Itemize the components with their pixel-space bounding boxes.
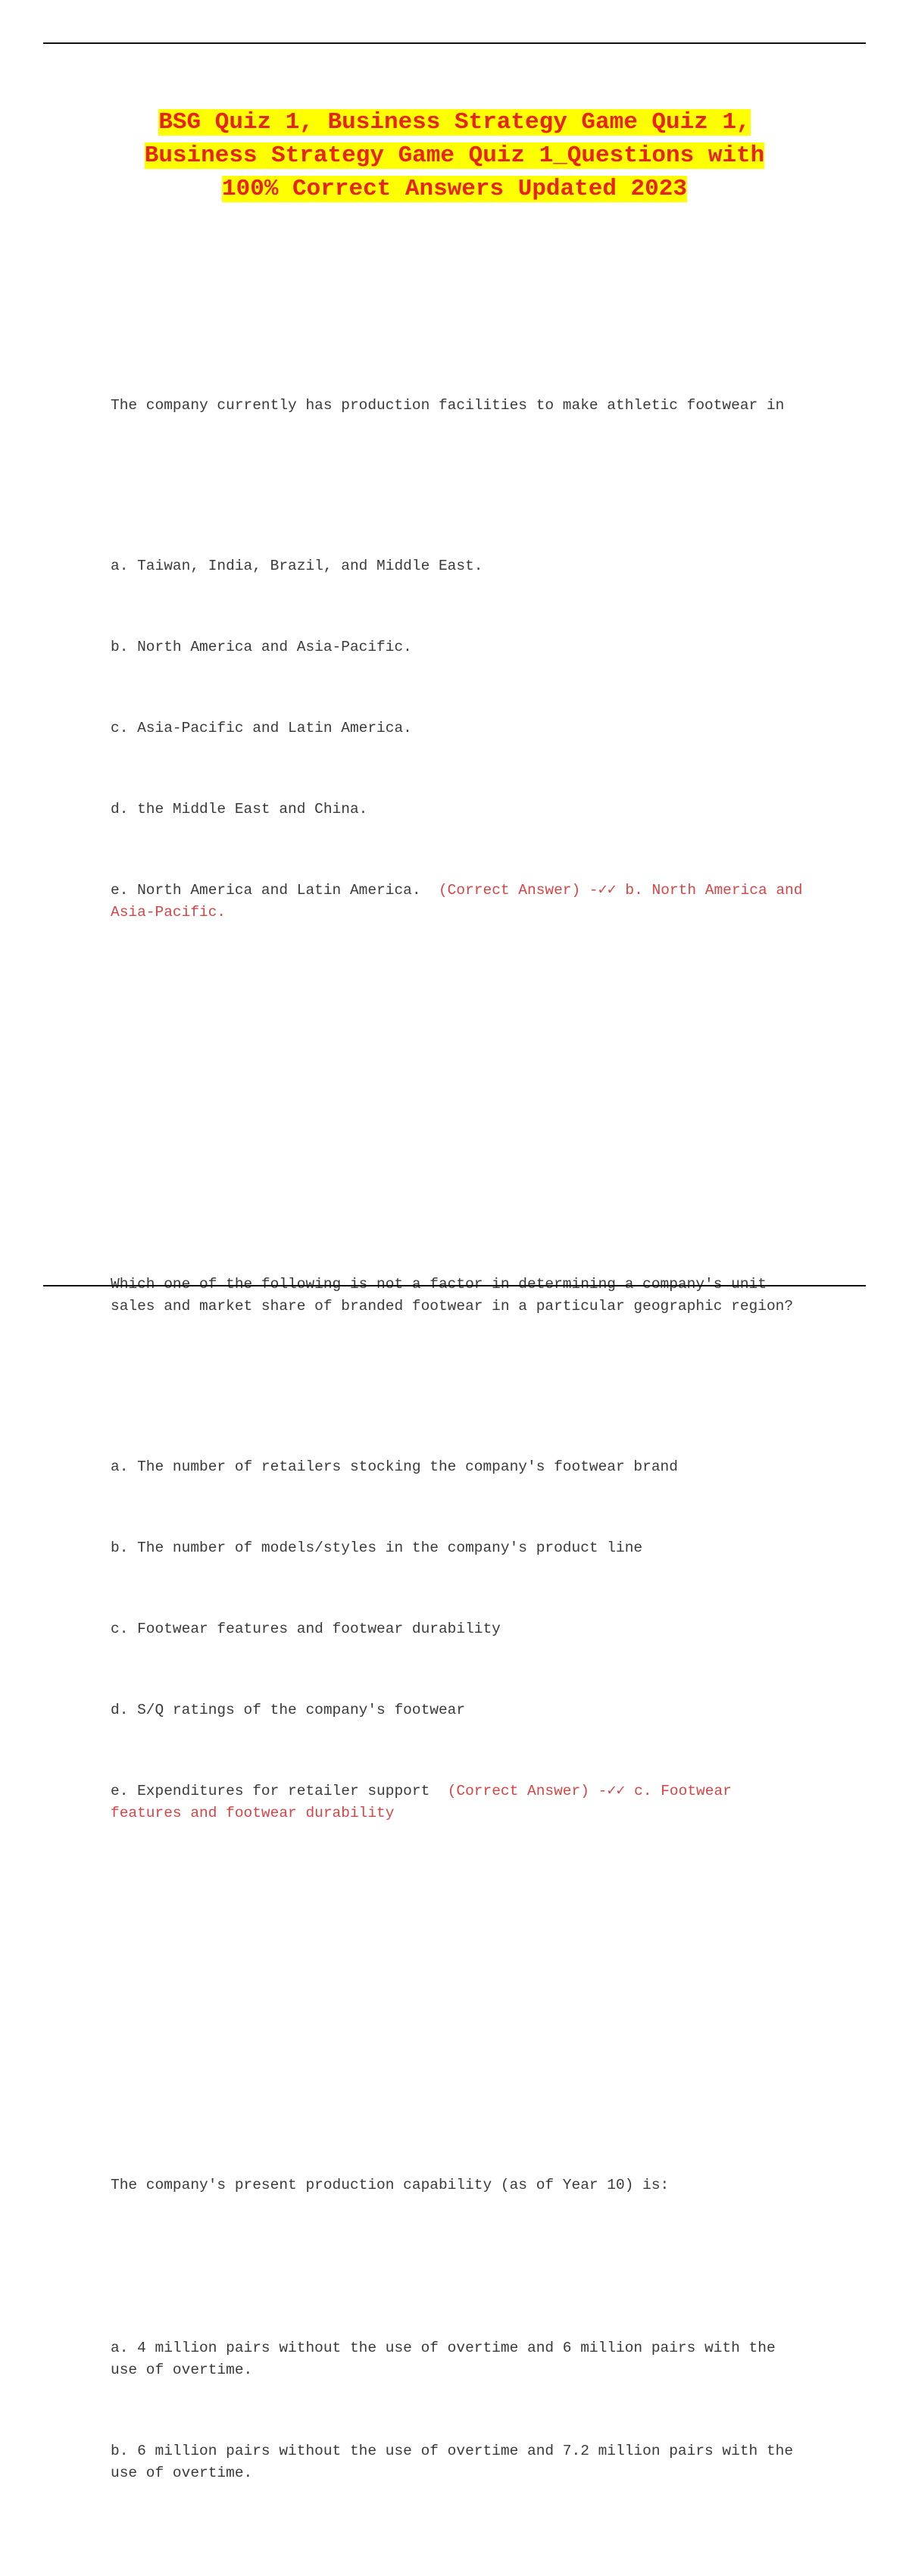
document-title: [98, 106, 811, 206]
question-text: The company currently has production facilities to make athletic footwear in: [111, 397, 785, 414]
option-item: a. Taiwan, India, Brazil, and Middle East.: [111, 558, 483, 574]
option-list: [111, 1412, 807, 1868]
title-line-3: 100% Correct Answers Updated 2023: [222, 176, 687, 202]
option-item: b. North America and Asia-Pacific.: [111, 639, 412, 655]
option-item: d. the Middle East and China.: [111, 801, 368, 818]
top-rule: [43, 42, 866, 44]
option-item-with-answer: [111, 880, 812, 924]
question-block: [111, 351, 812, 1011]
answer-label: (Correct Answer) -: [438, 882, 598, 899]
double-check-icon: ✓✓: [598, 882, 617, 899]
question-text: The company's present production capability (as of Year 10) is:: [111, 2177, 670, 2193]
answer-text: b. North America and Asia-Pacific.: [111, 882, 812, 921]
question-block: [111, 2131, 807, 2572]
option-item: d. S/Q ratings of the company's footwear: [111, 1702, 466, 1718]
option-item: e. North America and Latin America.: [111, 882, 421, 899]
bottom-rule: [43, 1285, 866, 1286]
option-item: a. 4 million pairs without the use of overtime and 6 million pairs with the use of overtime.: [111, 2340, 785, 2378]
option-item: a. The number of retailers stocking the company's footwear brand: [111, 1458, 678, 1475]
option-item: e. Expenditures for retailer support: [111, 1783, 430, 1799]
question-text: Which one of the following is not a factor in determining a company's unit sales and market share of branded footwear in a particular geographic region?: [111, 1276, 794, 1315]
question-block: [111, 1230, 807, 1912]
option-list: [111, 511, 812, 968]
option-item: c. Footwear features and footwear durability: [111, 1621, 501, 1637]
option-item: b. 6 million pairs without the use of overtime and 7.2 million pairs with the use of overtime.: [111, 2443, 802, 2481]
answer-label: (Correct Answer) -: [447, 1783, 608, 1799]
option-list: [111, 2293, 807, 2528]
option-item: b. The number of models/styles in the company's product line: [111, 1540, 643, 1556]
option-item-with-answer: [111, 1780, 807, 1824]
double-check-icon: ✓✓: [607, 1783, 626, 1800]
title-line-1: BSG Quiz 1, Business Strategy Game Quiz 1,: [158, 109, 751, 136]
option-item: c. Asia-Pacific and Latin America.: [111, 720, 412, 736]
title-line-2: Business Strategy Game Quiz 1_Questions with: [144, 142, 765, 169]
document-body: [111, 263, 812, 2576]
answer-text: c. Footwear features and footwear durability: [111, 1783, 741, 1821]
